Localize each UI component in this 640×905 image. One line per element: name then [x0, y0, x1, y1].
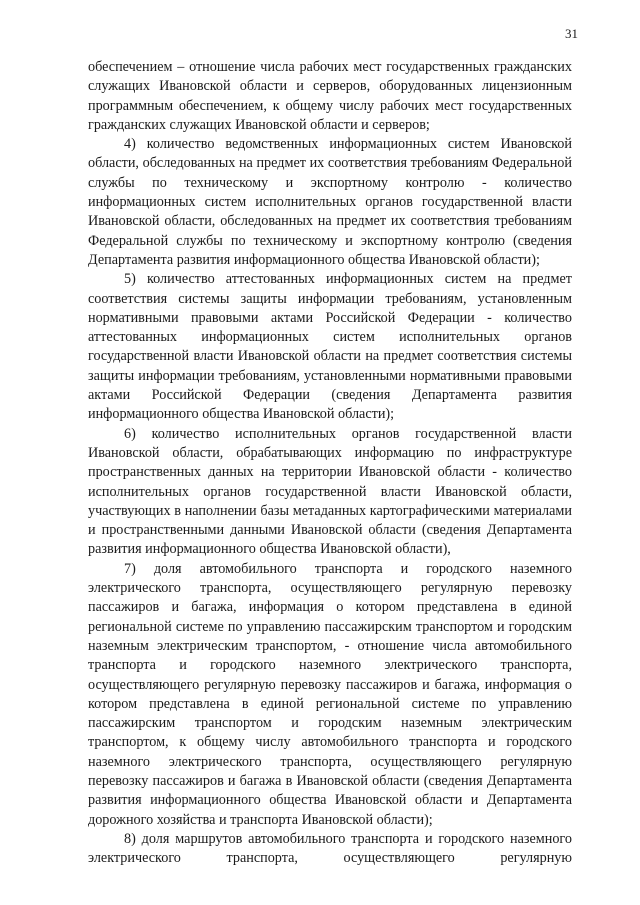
paragraph-item-5: 5) количество аттестованных информационных систем на предмет соответствия системы защиты информации требованиям, установленным нормативными правовыми актами Российской Федерации - количество аттестованных информационных систем исполнительных органов государственной власти Ивановской области на предмет соответствия системы защиты информации требованиям, установленными нормативными правовыми актами Российской Федерации (сведения Департамента развития информационного общества Ивановской области);: [88, 271, 572, 423]
paragraph-item-6: 6) количество исполнительных органов государственной власти Ивановской области, обрабатывающих информацию по инфраструктуре пространственных данных на территории Ивановской области - количество исполнительных органов государственной власти Ивановской области, участвующих в наполнении базы метаданных картографическими материалами и пространственными данными Ивановской области (сведения Департамента развития информационного общества Ивановской области),: [88, 425, 572, 558]
document-body: [88, 58, 572, 868]
page-number: 31: [565, 26, 578, 41]
paragraph-item-8: 8) доля маршрутов автомобильного транспорта и городского наземного электрического транспорта, осуществляющего регулярную: [88, 830, 572, 867]
paragraph-item-4: 4) количество ведомственных информационных систем Ивановской области, обследованных на предмет их соответствия требованиям Федеральной службы по техническому и экспортному контролю - количество информационных систем исполнительных органов государственной власти Ивановской области, обследованных на предмет их соответствия требованиям Федеральной службы по техническому и экспортному контролю (сведения Департамента развития информационного общества Ивановской области);: [88, 136, 572, 268]
paragraph-item-7: 7) доля автомобильного транспорта и городского наземного электрического транспорта, осуществляющего регулярную перевозку пассажиров и багажа, информация о котором представлена в единой региональной системе по управлению пассажирским транспортом и городским наземным электрическим транспортом, - отношение числа автомобильного транспорта и городского наземного электрического транспорта, осуществляющего регулярную перевозку пассажиров и багажа, информация о котором представлена в единой региональной системе по управлению пассажирским транспортом и городским наземным электрическим транспортом, к общему числу автомобильного транспорта и городского наземного электрического транспорта, осуществляющего регулярную перевозку пассажиров и багажа в Ивановской области (сведения Департамента развития информационного общества Ивановской области и Департамента дорожного хозяйства и транспорта Ивановской области);: [88, 560, 572, 828]
paragraph-continuation: обеспечением – отношение числа рабочих мест государственных гражданских служащих Ивановской области и серверов, оборудованных лицензионным программным обеспечением, к общему числу рабочих мест государственных гражданских служащих Ивановской области и серверов;: [88, 59, 572, 133]
